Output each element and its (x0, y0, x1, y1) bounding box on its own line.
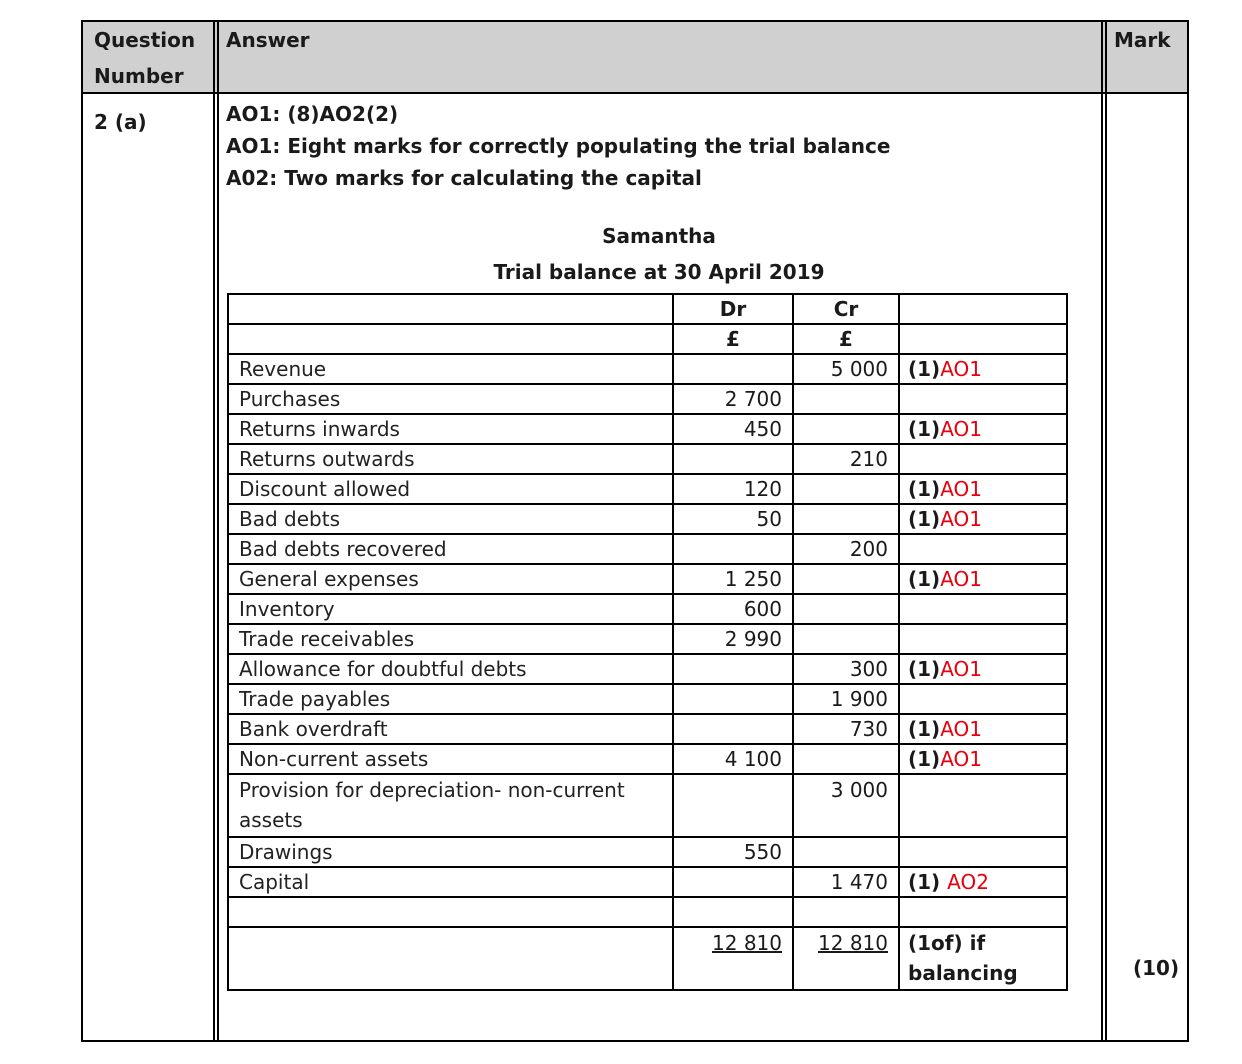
mark-cell (899, 444, 1067, 474)
mark-cell (899, 414, 1067, 444)
account-name: Inventory (228, 594, 673, 624)
debit-value: 120 (673, 474, 793, 504)
trial-balance-table (227, 293, 1068, 991)
trial-balance-title: Trial balance at 30 April 2019 (493, 260, 825, 284)
question-number: 2 (a) (94, 110, 147, 134)
mark-value: (1) (908, 477, 941, 501)
credit-value (793, 414, 899, 444)
mark-cell (899, 474, 1067, 504)
mark-value: (1) (908, 870, 948, 894)
credit-value: 200 (793, 534, 899, 564)
assessment-objective: AO1 (940, 657, 982, 681)
mark-cell (899, 714, 1067, 744)
totals-row (228, 927, 1067, 990)
credit-value: 300 (793, 654, 899, 684)
debit-value: 2 700 (673, 384, 793, 414)
assessment-objective: AO1 (940, 507, 982, 531)
total-marks: (10) (1133, 956, 1180, 980)
account-name: Bank overdraft (228, 714, 673, 744)
total-credit: 12 810 (818, 931, 888, 955)
account-name: Trade receivables (228, 624, 673, 654)
assessment-objective: AO2 (947, 870, 989, 894)
mark-value: (1) (908, 357, 941, 381)
divider-right (1101, 22, 1103, 1040)
total-debit: 12 810 (712, 931, 782, 955)
credit-value (793, 624, 899, 654)
account-name: Bad debts (228, 504, 673, 534)
account-name: General expenses (228, 564, 673, 594)
currency-row (228, 324, 1067, 354)
table-row (228, 414, 1067, 444)
account-name: Non-current assets (228, 744, 673, 774)
mark-value: (1) (908, 747, 941, 771)
debit-value (673, 444, 793, 474)
debit-value (673, 534, 793, 564)
account-name: Bad debts recovered (228, 534, 673, 564)
mark-value: (1) (908, 417, 941, 441)
mark-cell (899, 774, 1067, 837)
mark-cell (899, 504, 1067, 534)
dr-currency: £ (673, 324, 793, 354)
credit-value: 210 (793, 444, 899, 474)
table-row (228, 744, 1067, 774)
blank-row (228, 897, 1067, 927)
mark-cell (899, 654, 1067, 684)
account-name: Capital (228, 867, 673, 897)
dr-header: Dr (673, 294, 793, 324)
debit-value: 600 (673, 594, 793, 624)
assessment-objective: AO1 (940, 567, 982, 591)
table-row (228, 654, 1067, 684)
credit-value: 1 470 (793, 867, 899, 897)
debit-value (673, 654, 793, 684)
account-name: Returns inwards (228, 414, 673, 444)
credit-value (793, 837, 899, 867)
table-row (228, 594, 1067, 624)
mark-cell (899, 684, 1067, 714)
credit-value: 5 000 (793, 354, 899, 384)
account-name: Drawings (228, 837, 673, 867)
mark-cell (899, 384, 1067, 414)
table-row (228, 774, 1067, 837)
mark-value: (1) (908, 507, 941, 531)
credit-value: 1 900 (793, 684, 899, 714)
credit-value (793, 594, 899, 624)
debit-value (673, 684, 793, 714)
table-row (228, 534, 1067, 564)
answer-header: Answer (226, 28, 310, 52)
debit-value: 4 100 (673, 744, 793, 774)
ao-line-1: AO1: (8)AO2(2) (226, 102, 399, 126)
table-row (228, 504, 1067, 534)
cr-currency: £ (793, 324, 899, 354)
mark-cell (899, 624, 1067, 654)
divider-left-inner (217, 22, 219, 1040)
credit-value (793, 744, 899, 774)
mark-cell (899, 837, 1067, 867)
debit-value: 550 (673, 837, 793, 867)
mark-cell (899, 867, 1067, 897)
account-name: Purchases (228, 384, 673, 414)
mark-cell (899, 354, 1067, 384)
cr-header: Cr (793, 294, 899, 324)
mark-cell (899, 594, 1067, 624)
divider-right-inner (1105, 22, 1107, 1040)
account-name: Provision for depreciation- non-current assets (228, 774, 673, 837)
table-row (228, 384, 1067, 414)
mark-cell (899, 534, 1067, 564)
table-row (228, 684, 1067, 714)
credit-value: 730 (793, 714, 899, 744)
assessment-objective: AO1 (940, 717, 982, 741)
assessment-objective: AO1 (940, 417, 982, 441)
mark-value: (1) (908, 717, 941, 741)
ao-line-2: AO1: Eight marks for correctly populating the trial balance (226, 134, 891, 158)
debit-value: 1 250 (673, 564, 793, 594)
table-row (228, 474, 1067, 504)
debit-value (673, 354, 793, 384)
table-row (228, 444, 1067, 474)
table-row (228, 714, 1067, 744)
assessment-objective: AO1 (940, 747, 982, 771)
account-name: Discount allowed (228, 474, 673, 504)
account-name: Allowance for doubtful debts (228, 654, 673, 684)
credit-value (793, 474, 899, 504)
credit-value (793, 564, 899, 594)
table-row (228, 354, 1067, 384)
assessment-objective: AO1 (940, 477, 982, 501)
column-header-row (228, 294, 1067, 324)
balancing-mark: (1of) if balancing (899, 927, 1067, 990)
credit-value (793, 504, 899, 534)
assessment-objective: AO1 (940, 357, 982, 381)
mark-header: Mark (1114, 28, 1171, 52)
mark-cell (899, 744, 1067, 774)
mark-cell (899, 564, 1067, 594)
credit-value: 3 000 (793, 774, 899, 837)
account-name: Returns outwards (228, 444, 673, 474)
table-row (228, 624, 1067, 654)
debit-value (673, 714, 793, 744)
header-row (83, 22, 1187, 94)
debit-value: 2 990 (673, 624, 793, 654)
business-name: Samantha (602, 224, 716, 248)
debit-value (673, 867, 793, 897)
mark-scheme-table (81, 20, 1189, 1042)
debit-value: 450 (673, 414, 793, 444)
table-row (228, 564, 1067, 594)
table-row (228, 867, 1067, 897)
table-row (228, 837, 1067, 867)
ao-line-3: A02: Two marks for calculating the capital (226, 166, 702, 190)
mark-value: (1) (908, 657, 941, 681)
debit-value: 50 (673, 504, 793, 534)
account-name: Trade payables (228, 684, 673, 714)
question-number-header: Question Number (94, 28, 196, 88)
account-name: Revenue (228, 354, 673, 384)
mark-value: (1) (908, 567, 941, 591)
divider-left (213, 22, 215, 1040)
credit-value (793, 384, 899, 414)
debit-value (673, 774, 793, 837)
